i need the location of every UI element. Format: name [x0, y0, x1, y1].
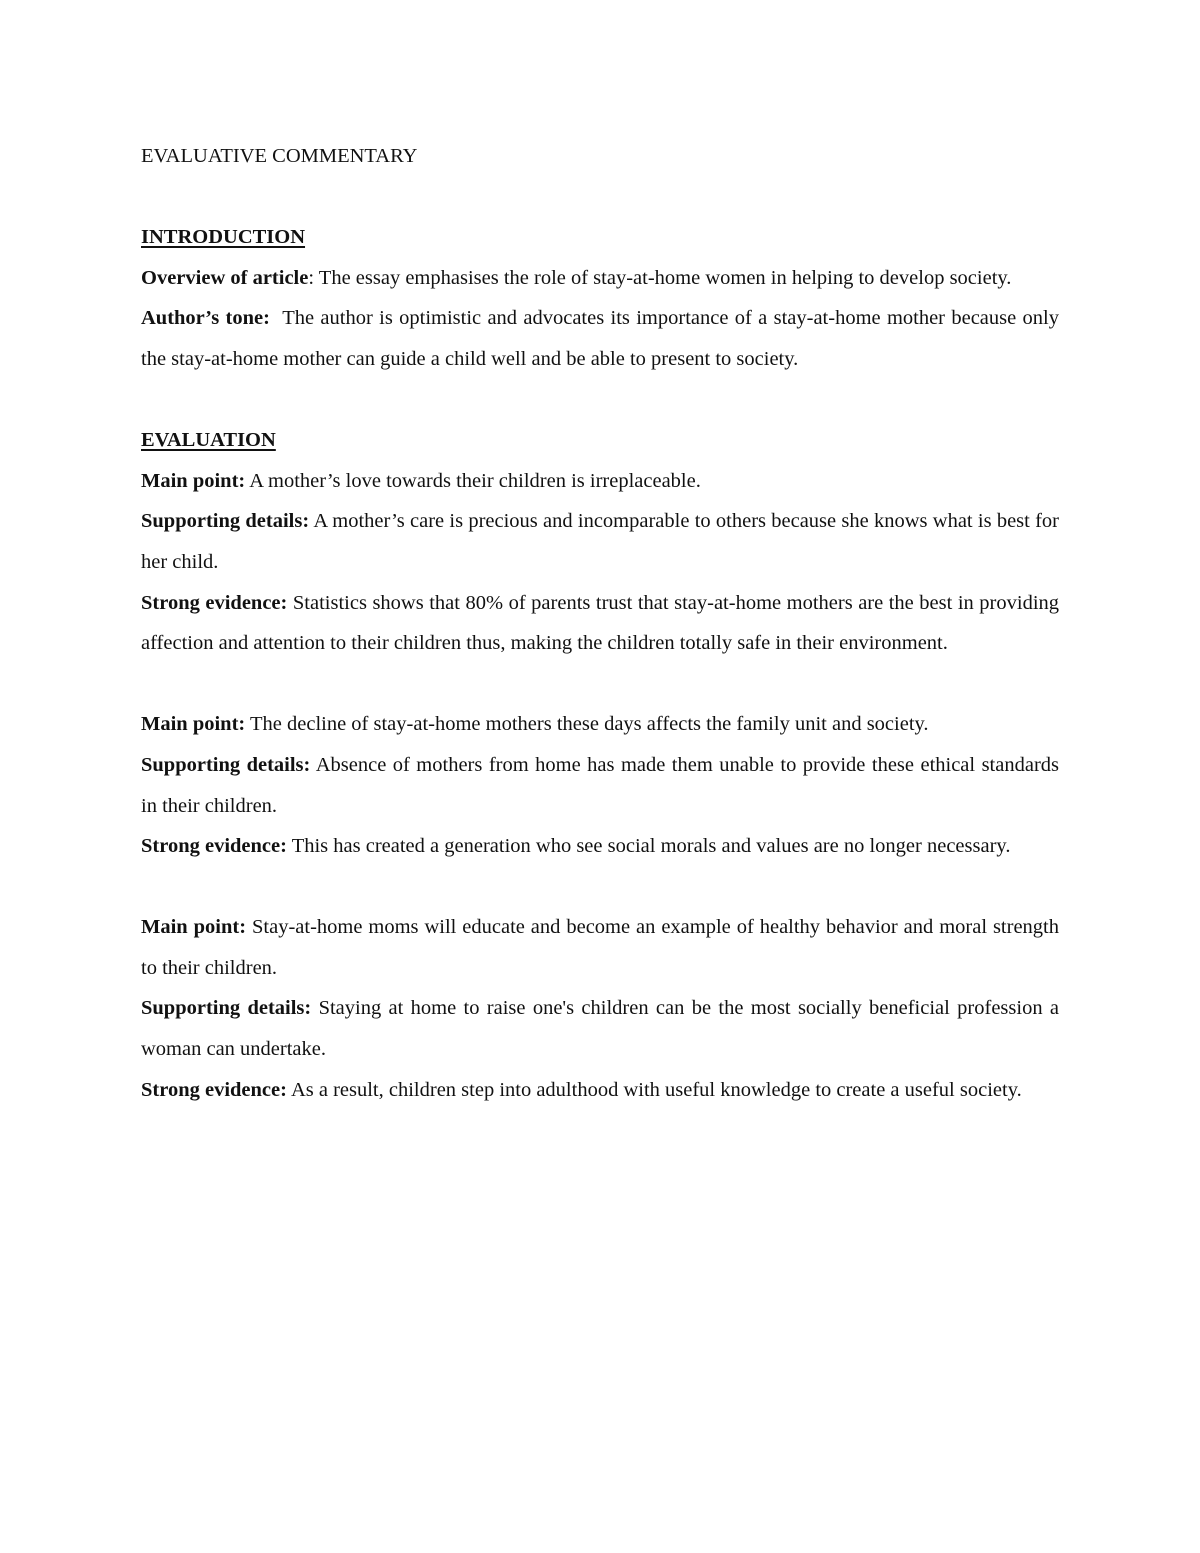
strong-evidence-paragraph	[141, 583, 1059, 664]
authors-tone-label: Author’s tone:	[141, 307, 270, 330]
overview-label: Overview of article	[141, 266, 309, 289]
evaluation-heading: EVALUATION	[141, 429, 276, 452]
strong-evidence-text: As a result, children step into adulthood with useful knowledge to create a useful society.	[290, 1078, 1022, 1101]
main-point-label: Main point:	[141, 916, 247, 939]
supporting-details-paragraph	[141, 745, 1059, 826]
supporting-details-text: A mother’s care is precious and incomparable to others because she knows what is best for her child.	[141, 510, 1060, 573]
main-point-paragraph	[141, 461, 1059, 502]
supporting-details-label: Supporting details:	[141, 510, 310, 533]
main-point-label: Main point:	[141, 713, 246, 736]
spacer	[141, 380, 1059, 421]
strong-evidence-text: Statistics shows that 80% of parents trust that stay-at-home mothers are the best in providing affection and attention to their children thus, making the children totally safe in their environment.	[141, 591, 1060, 655]
strong-evidence-label: Strong evidence:	[141, 591, 288, 614]
overview-separator: :	[308, 266, 319, 289]
authors-tone-text: The author is optimistic and advocates its importance of a stay-at-home mother because only the stay-at-home mother can guide a child well and be able to present to society.	[141, 307, 1059, 370]
strong-evidence-label: Strong evidence:	[141, 1078, 287, 1101]
strong-evidence-text: This has created a generation who see social morals and values are no longer necessary.	[291, 835, 1011, 858]
overview-paragraph	[141, 258, 1059, 299]
main-point-paragraph	[141, 907, 1059, 988]
strong-evidence-label: Strong evidence:	[141, 835, 287, 858]
document-title: EVALUATIVE COMMENTARY	[141, 145, 418, 167]
authors-tone-separator	[270, 307, 282, 329]
main-point-label: Main point:	[141, 469, 246, 492]
main-point-paragraph	[141, 704, 1059, 745]
document-page	[141, 136, 1059, 1110]
supporting-details-paragraph	[141, 988, 1059, 1069]
strong-evidence-paragraph	[141, 826, 1059, 867]
spacer	[141, 177, 1059, 218]
spacer	[141, 664, 1059, 705]
authors-tone-paragraph	[141, 298, 1059, 379]
supporting-details-text: Absence of mothers from home has made them unable to provide these ethical standards in their children.	[141, 753, 1059, 817]
introduction-heading: INTRODUCTION	[141, 226, 306, 249]
main-point-text: Stay-at-home moms will educate and become an example of healthy behavior and moral strength to their children.	[141, 916, 1060, 979]
supporting-details-label: Supporting details:	[141, 997, 312, 1020]
strong-evidence-paragraph	[141, 1070, 1059, 1111]
supporting-details-label: Supporting details:	[141, 753, 311, 776]
main-point-text: The decline of stay-at-home mothers these days affects the family unit and society.	[250, 713, 929, 736]
spacer	[141, 867, 1059, 908]
supporting-details-text: Staying at home to raise one's children can be the most socially beneficial profession a woman can undertake.	[141, 997, 1059, 1061]
supporting-details-paragraph	[141, 501, 1059, 582]
main-point-text: A mother’s love towards their children is irreplaceable.	[249, 469, 701, 492]
overview-text: The essay emphasises the role of stay-at-home women in helping to develop society.	[318, 266, 1012, 289]
